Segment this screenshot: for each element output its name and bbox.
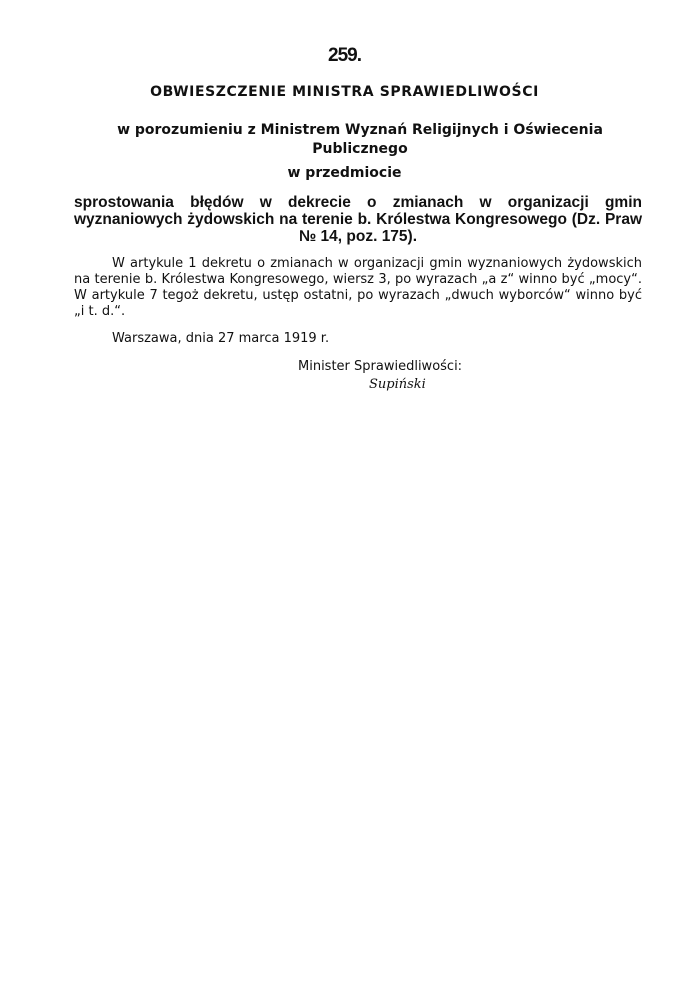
body-paragraph: W artykule 1 dekretu o zmianach w organizacji gmin wyznaniowych żydowskich na terenie b. Królestwa Kongresowego, wiersz 3, po wyrazach „a z“ winno być „mocy“. W artykule 7 tegoż dekretu, ustęp ostatni, po wyrazach „dwuch wyborców“ winno być „i t. d.“. <box>74 256 642 319</box>
subject-intro: w przedmiocie <box>287 165 402 181</box>
announcement-number: 259. <box>328 45 361 66</box>
document-subtitle: w porozumieniu z Ministrem Wyznań Religijnych i Oświecenia Publicznego <box>117 122 603 157</box>
signatory-name: Supiński <box>369 377 426 392</box>
document-subject: sprostowania błędów w dekrecie o zmianach w organizacji gmin wyznaniowych żydowskich na terenie b. Królestwa Kongresowego (Dz. Praw № 14, poz. 175). <box>74 194 642 245</box>
signatory-title: Minister Sprawiedliwości: <box>298 359 463 374</box>
document-title: OBWIESZCZENIE MINISTRA SPRAWIEDLIWOŚCI <box>150 84 539 100</box>
place-date: Warszawa, dnia 27 marca 1919 r. <box>112 331 330 346</box>
